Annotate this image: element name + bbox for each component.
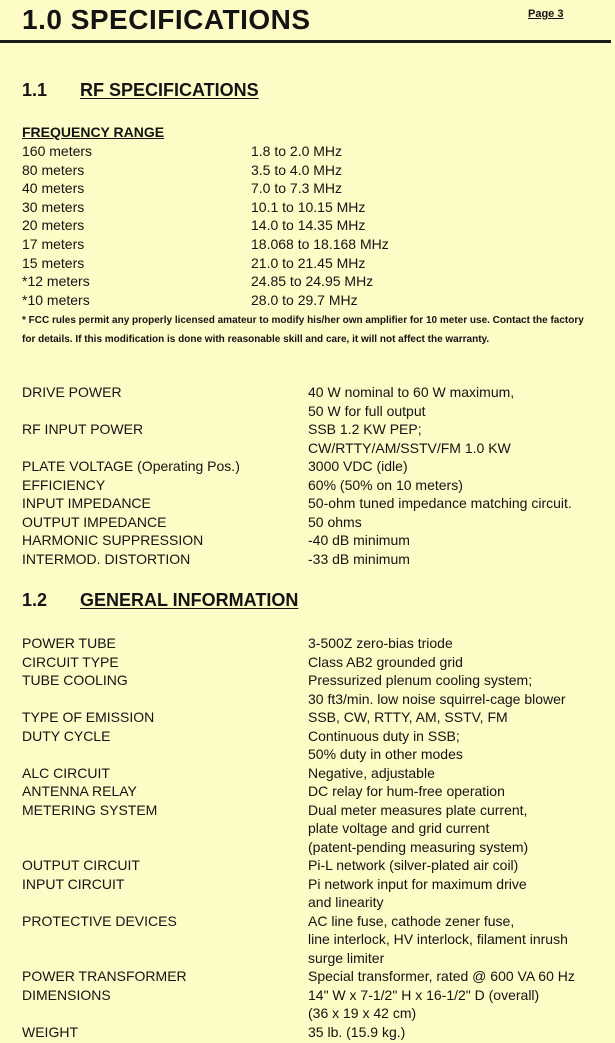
spec-label: POWER TUBE bbox=[22, 635, 116, 651]
spec-row-power-transformer bbox=[22, 967, 575, 986]
spec-value-line: 60% (50% on 10 meters) bbox=[308, 476, 463, 493]
spec-value bbox=[308, 513, 362, 532]
spec-label: PROTECTIVE DEVICES bbox=[22, 912, 177, 929]
band-range: 7.0 to 7.3 MHz bbox=[251, 180, 343, 197]
spec-value-line: surge limiter bbox=[308, 949, 385, 966]
spec-row-output-circuit bbox=[22, 856, 575, 875]
spec-label: INPUT IMPEDANCE bbox=[22, 495, 151, 511]
spec-value-line: and linearity bbox=[308, 894, 384, 910]
band-range: 3.5 to 4.0 MHz bbox=[251, 161, 343, 178]
spec-value bbox=[308, 457, 408, 476]
spec-value-line: 50 W for full output bbox=[308, 402, 426, 419]
spec-row-intermod-distortion bbox=[22, 550, 572, 569]
spec-value-line: Pi network input for maximum drive bbox=[308, 875, 527, 892]
spec-value bbox=[308, 531, 410, 550]
frequency-range-heading: FREQUENCY RANGE bbox=[22, 124, 165, 140]
spec-row-alc-circuit bbox=[22, 764, 575, 783]
spec-value-line: 30 ft3/min. low noise squirrel-cage blower bbox=[308, 690, 566, 707]
spec-value bbox=[308, 801, 528, 857]
spec-label: PLATE VOLTAGE (Operating Pos.) bbox=[22, 458, 240, 474]
spec-row-plate-voltage-operating-pos bbox=[22, 457, 572, 476]
band-range: 10.1 to 10.15 MHz bbox=[251, 198, 366, 215]
band-range: 24.85 to 24.95 MHz bbox=[251, 273, 374, 290]
rf-spec-list bbox=[22, 383, 572, 568]
frequency-row bbox=[22, 179, 389, 198]
spec-value-line: SSB 1.2 KW PEP; bbox=[308, 421, 422, 437]
frequency-row bbox=[22, 291, 389, 310]
spec-value bbox=[308, 856, 518, 875]
spec-row-protective-devices bbox=[22, 912, 575, 968]
band-name: 30 meters bbox=[22, 198, 85, 215]
spec-label: ALC CIRCUIT bbox=[22, 764, 110, 781]
spec-row-duty-cycle bbox=[22, 727, 575, 764]
spec-value bbox=[308, 634, 453, 653]
spec-value bbox=[308, 708, 508, 727]
spec-value bbox=[308, 727, 463, 764]
spec-value-line: 50-ohm tuned impedance matching circuit. bbox=[308, 495, 572, 511]
spec-value-line: AC line fuse, cathode zener fuse, bbox=[308, 912, 515, 929]
spec-value-line: 50 ohms bbox=[308, 513, 362, 530]
spec-value bbox=[308, 494, 572, 513]
spec-label: TYPE OF EMISSION bbox=[22, 709, 155, 725]
section-number: 1.1 bbox=[22, 80, 48, 100]
page-title: 1.0 SPECIFICATIONS bbox=[22, 4, 311, 35]
band-range: 21.0 to 21.45 MHz bbox=[251, 254, 366, 271]
spec-value bbox=[308, 476, 463, 495]
fcc-note: * FCC rules permit any properly licensed amateur to modify his/her own amplifier for 10 meter use. Contact the factory for details. If this modification is done with reasonable skill and care, it will not affect the warranty. bbox=[22, 315, 584, 345]
spec-value-line: 14" W x 7-1/2" H x 16-1/2" D (overall) bbox=[308, 986, 540, 1003]
spec-row-tube-cooling bbox=[22, 671, 575, 708]
frequency-row bbox=[22, 198, 389, 217]
spec-value bbox=[308, 912, 568, 968]
spec-value-line: Class AB2 grounded grid bbox=[308, 653, 463, 670]
frequency-row bbox=[22, 272, 389, 291]
spec-value-line: Special transformer, rated @ 600 VA 60 Hz bbox=[308, 968, 575, 984]
spec-row-efficiency bbox=[22, 476, 572, 495]
band-name: 20 meters bbox=[22, 217, 85, 234]
spec-value-line: Negative, adjustable bbox=[308, 764, 435, 781]
spec-label: OUTPUT IMPEDANCE bbox=[22, 513, 167, 530]
spec-value-line: SSB, CW, RTTY, AM, SSTV, FM bbox=[308, 709, 508, 725]
spec-row-dimensions bbox=[22, 986, 575, 1023]
spec-value-line: 3-500Z zero-bias triode bbox=[308, 635, 453, 651]
spec-value-line: (patent-pending measuring system) bbox=[308, 838, 529, 855]
spec-label: METERING SYSTEM bbox=[22, 801, 158, 818]
title-divider bbox=[0, 40, 611, 43]
section-title: GENERAL INFORMATION bbox=[80, 590, 299, 610]
page-number: Page 3 bbox=[528, 8, 564, 20]
frequency-row bbox=[22, 216, 389, 235]
spec-label: RF INPUT POWER bbox=[22, 421, 144, 437]
band-name: *10 meters bbox=[22, 291, 90, 308]
spec-value bbox=[308, 671, 566, 708]
band-range: 14.0 to 14.35 MHz bbox=[251, 217, 366, 234]
spec-value bbox=[308, 653, 463, 672]
section-title: RF SPECIFICATIONS bbox=[80, 80, 259, 100]
section-number: 1.2 bbox=[22, 590, 48, 610]
spec-value-line: Dual meter measures plate current, bbox=[308, 801, 528, 818]
spec-value bbox=[308, 967, 575, 986]
spec-value bbox=[308, 875, 527, 912]
band-range: 28.0 to 29.7 MHz bbox=[251, 291, 358, 308]
spec-label: INPUT CIRCUIT bbox=[22, 875, 125, 892]
spec-value-line: DC relay for hum-free operation bbox=[308, 783, 505, 799]
spec-label: DRIVE POWER bbox=[22, 384, 122, 400]
spec-row-circuit-type bbox=[22, 653, 575, 672]
frequency-row bbox=[22, 161, 389, 180]
spec-row-antenna-relay bbox=[22, 782, 575, 801]
band-range: 1.8 to 2.0 MHz bbox=[251, 143, 343, 159]
spec-label: POWER TRANSFORMER bbox=[22, 968, 187, 984]
frequency-range-list bbox=[22, 142, 389, 309]
spec-row-power-tube bbox=[22, 634, 575, 653]
spec-value-line: (36 x 19 x 42 cm) bbox=[308, 1005, 417, 1021]
spec-value-line: -40 dB minimum bbox=[308, 532, 410, 548]
spec-label: DIMENSIONS bbox=[22, 986, 111, 1003]
spec-value bbox=[308, 986, 539, 1023]
spec-value-line: Continuous duty in SSB; bbox=[308, 727, 460, 744]
spec-value-line: 35 lb. (15.9 kg.) bbox=[308, 1023, 406, 1040]
spec-value-line: 3000 VDC (idle) bbox=[308, 458, 408, 474]
spec-value bbox=[308, 782, 505, 801]
spec-value-line: CW/RTTY/AM/SSTV/FM 1.0 KW bbox=[308, 439, 511, 456]
band-name: 15 meters bbox=[22, 254, 85, 271]
spec-row-input-impedance bbox=[22, 494, 572, 513]
spec-label: DUTY CYCLE bbox=[22, 727, 111, 744]
spec-value bbox=[308, 1023, 405, 1042]
spec-row-drive-power bbox=[22, 383, 572, 420]
spec-label: HARMONIC SUPPRESSION bbox=[22, 532, 204, 548]
frequency-row bbox=[22, 142, 389, 161]
spec-value-line: -33 dB minimum bbox=[308, 550, 410, 567]
general-spec-list bbox=[22, 634, 575, 1041]
spec-value-line: plate voltage and grid current bbox=[308, 820, 490, 836]
spec-row-harmonic-suppression bbox=[22, 531, 572, 550]
section-rf-heading bbox=[22, 80, 259, 101]
band-name: *12 meters bbox=[22, 273, 90, 290]
spec-value bbox=[308, 764, 435, 783]
spec-value-line: Pi-L network (silver-plated air coil) bbox=[308, 857, 519, 873]
spec-value-line: 50% duty in other modes bbox=[308, 746, 463, 762]
spec-row-rf-input-power bbox=[22, 420, 572, 457]
spec-value bbox=[308, 383, 514, 420]
spec-row-output-impedance bbox=[22, 513, 572, 532]
spec-row-metering-system bbox=[22, 801, 575, 857]
section-general-heading bbox=[22, 590, 298, 611]
band-name: 160 meters bbox=[22, 143, 93, 159]
spec-row-weight bbox=[22, 1023, 575, 1042]
spec-value bbox=[308, 550, 410, 569]
spec-value-line: line interlock, HV interlock, filament inrush bbox=[308, 931, 568, 947]
spec-label: WEIGHT bbox=[22, 1023, 78, 1040]
spec-label: TUBE COOLING bbox=[22, 672, 128, 688]
spec-label: ANTENNA RELAY bbox=[22, 783, 137, 799]
spec-row-input-circuit bbox=[22, 875, 575, 912]
spec-label: INTERMOD. DISTORTION bbox=[22, 550, 191, 567]
spec-label: OUTPUT CIRCUIT bbox=[22, 857, 140, 873]
band-name: 80 meters bbox=[22, 161, 85, 178]
band-name: 17 meters bbox=[22, 235, 85, 252]
frequency-row bbox=[22, 254, 389, 273]
band-range: 18.068 to 18.168 MHz bbox=[251, 235, 389, 252]
spec-value bbox=[308, 420, 511, 457]
spec-label: CIRCUIT TYPE bbox=[22, 653, 119, 670]
spec-value-line: Pressurized plenum cooling system; bbox=[308, 672, 533, 688]
spec-value-line: 40 W nominal to 60 W maximum, bbox=[308, 384, 515, 400]
spec-label: EFFICIENCY bbox=[22, 476, 106, 493]
spec-row-type-of-emission bbox=[22, 708, 575, 727]
band-name: 40 meters bbox=[22, 180, 85, 197]
frequency-row bbox=[22, 235, 389, 254]
